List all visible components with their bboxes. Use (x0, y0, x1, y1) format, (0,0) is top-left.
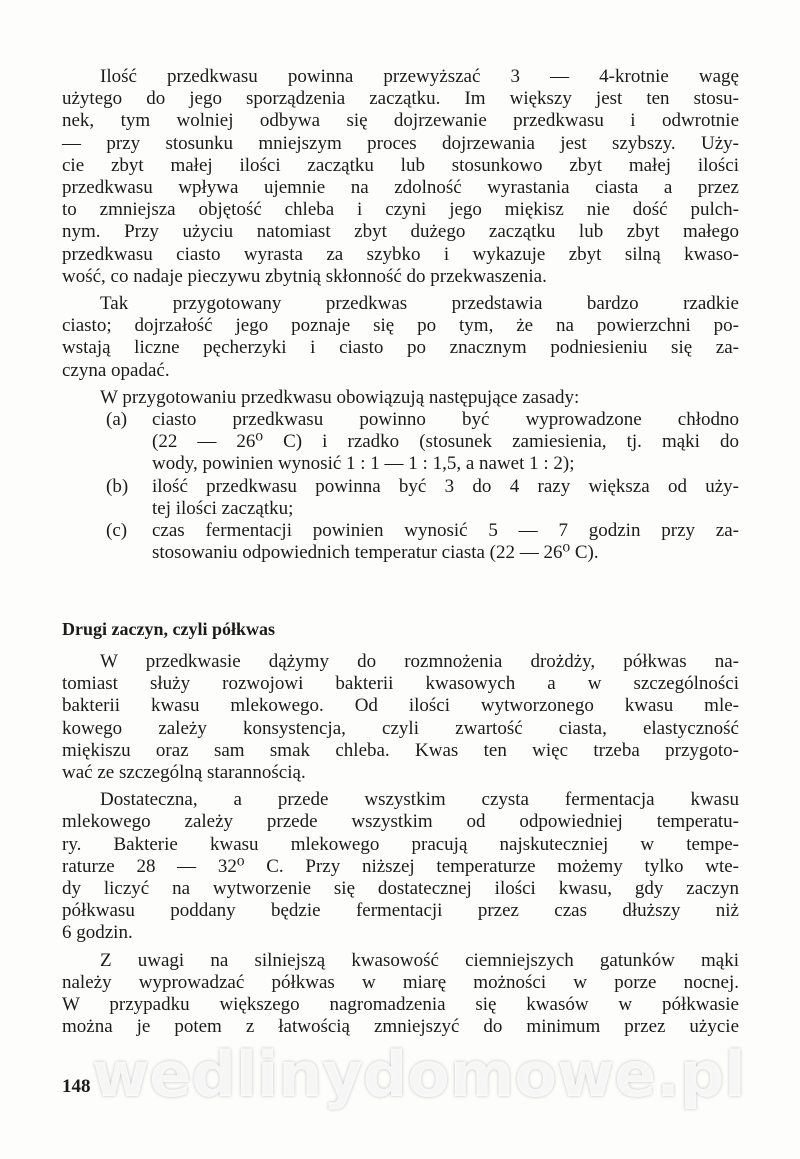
text-line: użytego do jego sporządzenia zaczątku. Im większy jest ten stosu- (62, 88, 739, 110)
paragraph (62, 950, 739, 1039)
paragraph (62, 293, 739, 382)
text-line: wość, co nadaje pieczywu zbytnią skłonność do przekwaszenia. (62, 265, 547, 287)
text-line: ciasto; dojrzałość jego poznaje się po tym, że na powierzchni po- (62, 315, 739, 337)
text-line: wać ze szczególną starannością. (62, 762, 306, 784)
text-line: W przygotowaniu przedkwasu obowiązują następujące zasady: (100, 386, 580, 408)
text-line: Z uwagi na silniejszą kwasowość ciemniejszych gatunków mąki (100, 949, 739, 971)
text-line: Dostateczna, a przede wszystkim czysta fermentacja kwasu (100, 789, 739, 811)
list-marker: (b) (106, 475, 129, 497)
text-block-top (62, 66, 739, 564)
list-marker: (a) (106, 409, 128, 431)
text-line: 6 godzin. (62, 922, 133, 944)
paragraph (62, 387, 739, 409)
text-line: cie zbyt małej ilości zaczątku lub stosunkowo zbyt małej ilości (62, 154, 739, 176)
text-line: — przy stosunku mniejszym proces dojrzewania jest szybszy. Uży- (62, 132, 739, 154)
text-line: W przypadku większego nagromadzenia się kwasów w półkwasie (62, 994, 739, 1016)
text-line: raturze 28 — 32⁰ C. Przy niższej temperaturze możemy tylko wte- (62, 855, 739, 877)
page-number: 148 (62, 1076, 91, 1097)
text-line: tomiast służy rozwojowi bakterii kwasowych a w szczególności (62, 673, 739, 695)
list-item (62, 476, 739, 520)
paragraph (62, 789, 739, 944)
watermark: wedlinydomowe.pl (92, 1038, 746, 1111)
text-line: kowego zależy konsystencja, czyli zwartość ciasta, elastyczność (62, 717, 739, 739)
text-line: Tak przygotowany przedkwas przedstawia bardzo rzadkie (100, 293, 739, 315)
text-line: Ilość przedkwasu powinna przewyższać 3 — 4-krotnie wagę (100, 66, 739, 87)
text-line: można je potem z łatwością zmniejszyć do minimum przez użycie (62, 1016, 739, 1038)
text-line: nym. Przy użyciu natomiast zbyt dużego zaczątku lub zbyt małego (62, 221, 739, 243)
text-line: dy liczyć na wytworzenie się dostatecznej ilości kwasu, gdy zaczyn (62, 878, 739, 900)
text-line: ry. Bakterie kwasu mlekowego pracują najskuteczniej w tempe- (62, 833, 739, 855)
text-line: wstają liczne pęcherzyki i ciasto po znacznym podniesieniu się za- (62, 337, 739, 359)
text-line: wody, powinien wynosić 1 : 1 — 1 : 1,5, a nawet 1 : 2); (152, 453, 575, 475)
text-line: ciasto przedkwasu powinno być wyprowadzone chłodno (152, 409, 739, 431)
text-line: nek, tym wolniej odbywa się dojrzewanie przedkwasu i odwrotnie (62, 110, 739, 132)
text-line: półkwasu poddany będzie fermentacji przez czas dłuższy niż (62, 900, 739, 922)
text-block-bottom (62, 651, 739, 1038)
text-line: (22 — 26⁰ C) i rzadko (stosunek zamiesienia, tj. mąki do (152, 431, 739, 453)
text-line: ilość przedkwasu powinna być 3 do 4 razy większa od uży- (152, 475, 739, 497)
list-item (62, 409, 739, 476)
text-line: stosowaniu odpowiednich temperatur ciasta (22 — 26⁰ C). (152, 542, 599, 564)
text-line: należy wyprowadzać półkwas w miarę możności w porze nocnej. (62, 971, 739, 993)
list-marker: (c) (106, 520, 128, 542)
section-heading: Drugi zaczyn, czyli półkwas (62, 619, 275, 639)
text-line: przedkwasu ciasto wyrasta za szybko i wykazuje zbyt silną kwaso- (62, 243, 739, 265)
text-line: przedkwasu wpływa ujemnie na zdolność wyrastania ciasta a przez (62, 177, 739, 199)
text-line: to zmniejsza objętość chleba i czyni jego miękisz nie dość pulch- (62, 199, 739, 221)
rules-list (62, 409, 739, 564)
paragraph (62, 651, 739, 784)
text-line: mlekowego zależy przede wszystkim od odpowiedniej temperatu- (62, 811, 739, 833)
list-item (62, 520, 739, 564)
text-line: tej ilości zaczątku; (152, 497, 294, 519)
text-line: czyna opadać. (62, 359, 170, 381)
text-line: bakterii kwasu mlekowego. Od ilości wytworzonego kwasu mle- (62, 695, 739, 717)
paragraph (62, 66, 739, 288)
text-line: miękiszu oraz sam smak chleba. Kwas ten więc trzeba przygoto- (62, 739, 739, 761)
text-line: czas fermentacji powinien wynosić 5 — 7 godzin przy za- (152, 520, 739, 542)
text-line: W przedkwasie dążymy do rozmnożenia drożdży, półkwas na- (100, 651, 739, 672)
